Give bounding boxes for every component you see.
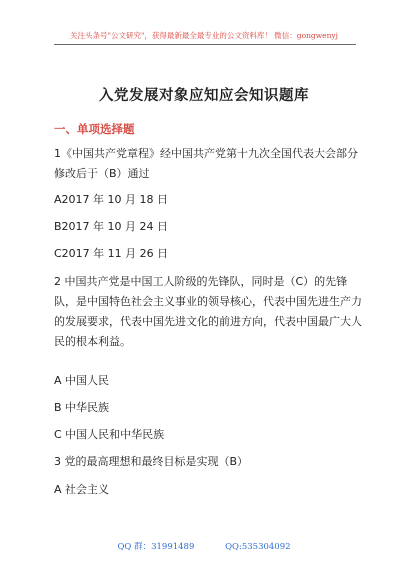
footer-contact bbox=[0, 540, 408, 552]
question-2-option-a: A 中国人民 bbox=[54, 374, 110, 387]
header-divider bbox=[54, 44, 356, 45]
question-1-option-b: B2017 年 10 月 24 日 bbox=[54, 220, 169, 233]
footer-qq-group: QQ 群：31991489 bbox=[117, 542, 195, 552]
footer-qq: QQ:535304092 bbox=[225, 542, 291, 552]
question-2-text: 2 中国共产党是中国工人阶级的先锋队，同时是（C）的先锋队，是中国特色社会主义事业的领导核心，代表中国先进生产力的发展要求，代表中国先进文化的前进方向，代表中国最广大人民的根本利益。 bbox=[54, 275, 362, 348]
document-title: 入党发展对象应知应会知识题库 bbox=[99, 88, 309, 104]
question-1-option-c: C2017 年 11 月 26 日 bbox=[54, 247, 169, 260]
header-note: 关注头条号"公文研究"，获得最新最全最专业的公文资料库！ 微信：gongwenyj bbox=[70, 31, 338, 40]
question-3-option-a: A 社会主义 bbox=[54, 483, 110, 496]
question-1-option-a: A2017 年 10 月 18 日 bbox=[54, 193, 168, 206]
question-2-option-b: B 中华民族 bbox=[54, 401, 110, 414]
question-2-option-c: C 中国人民和中华民族 bbox=[54, 428, 165, 441]
question-1-text: 1《中国共产党章程》经中国共产党第十九次全国代表大会部分修改后于（B）通过 bbox=[54, 147, 358, 180]
question-3-text: 3 党的最高理想和最终目标是实现（B） bbox=[54, 455, 249, 468]
section-heading: 一、单项选择题 bbox=[54, 122, 135, 136]
